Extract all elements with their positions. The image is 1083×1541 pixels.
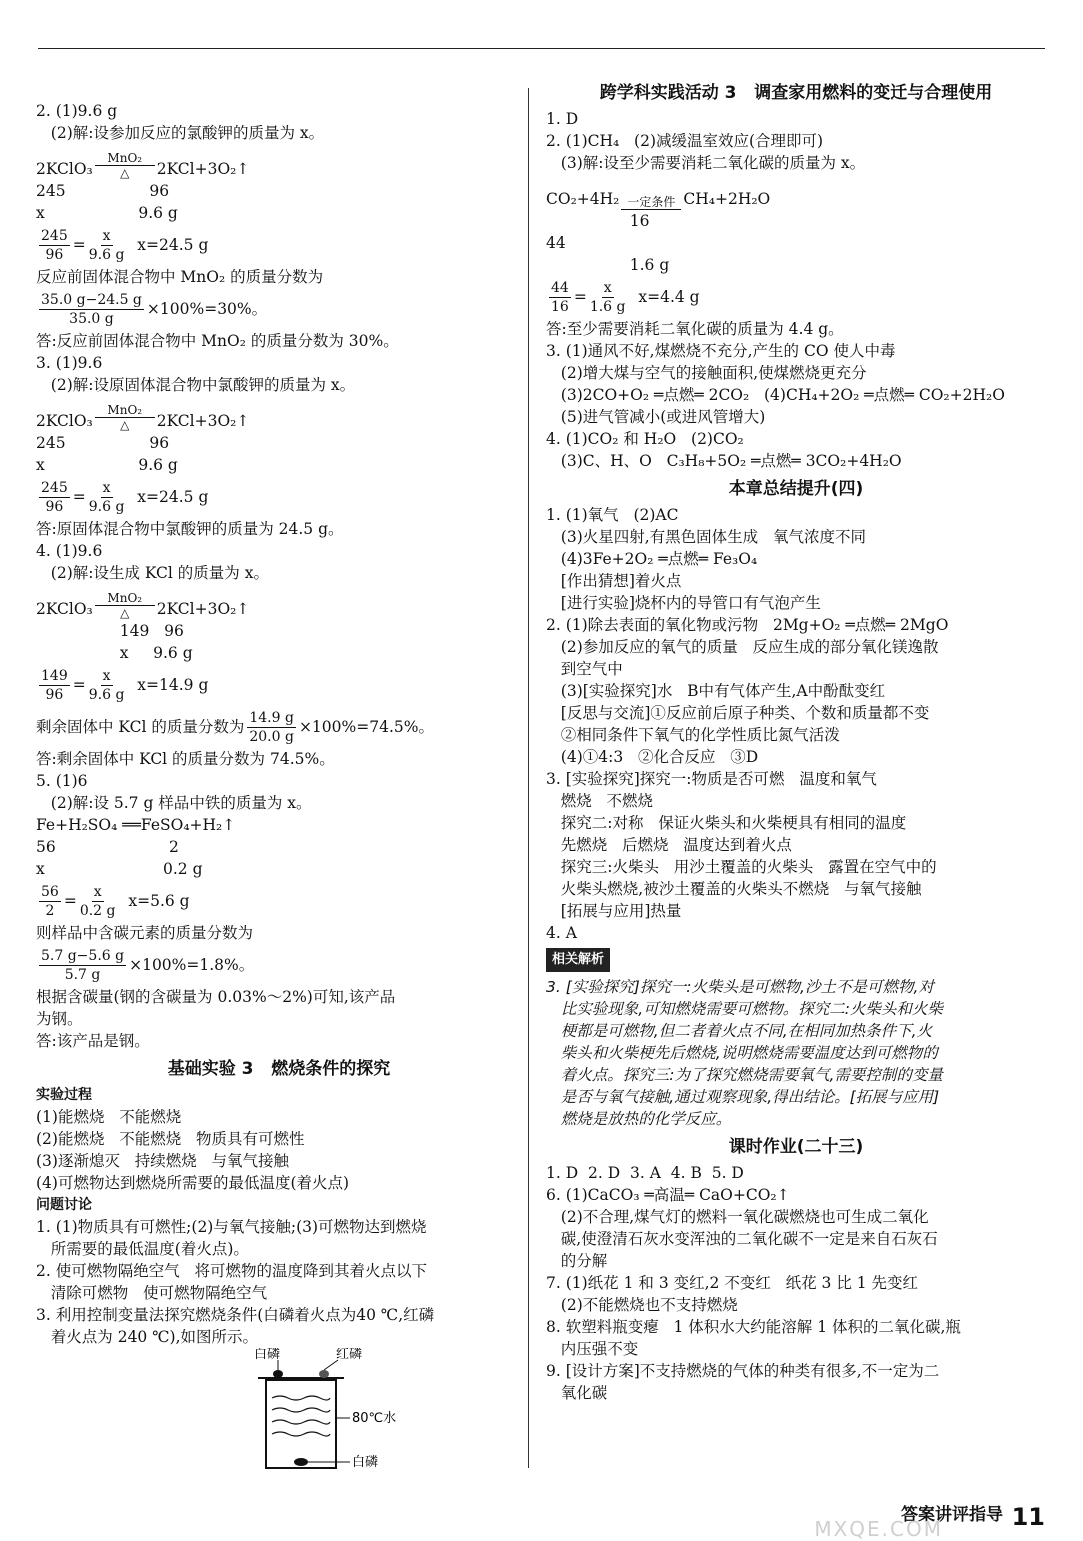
fraction: [39, 479, 70, 516]
text-line: 燃烧 不燃烧: [546, 792, 654, 810]
eq-condition: [621, 195, 681, 210]
result: ×100%=74.5%。: [298, 718, 434, 736]
numerator: x: [102, 227, 111, 244]
page-number: 11: [1011, 1503, 1045, 1531]
white-phosphorus-top: [273, 1370, 283, 1378]
cond-top: MnO₂: [107, 403, 143, 417]
text-line: x 9.6 g: [36, 456, 178, 474]
denominator: 9.6 g: [88, 498, 125, 515]
subheading-process: 实验过程: [36, 1087, 92, 1103]
text-line: (2)不合理,煤气灯的燃料一氧化碳燃烧也可生成二氧化: [546, 1208, 929, 1226]
numerator: 149: [41, 667, 68, 684]
eq-lhs: 2KClO₃: [36, 412, 93, 430]
equation: [36, 584, 522, 620]
text-line: 探究三:火柴头 用沙土覆盖的火柴头 露置在空气中的: [546, 858, 937, 876]
denominator: 35.0 g: [69, 310, 114, 327]
section-title: 本章总结提升(四): [728, 479, 864, 499]
eq-condition: [95, 591, 155, 620]
cond-top: MnO₂: [107, 151, 143, 165]
text-line: (3)[实验探究]水 B中有气体产生,A中酚酞变红: [546, 682, 886, 700]
result: ×100%=1.8%。: [129, 956, 255, 974]
text-line: 答:该产品是钢。: [36, 1032, 150, 1050]
fraction: [89, 227, 125, 264]
fraction: [590, 279, 626, 316]
text-line: 答:剩余固体中 KCl 的质量分数为 74.5%。: [36, 750, 335, 768]
text-line: 44: [546, 234, 566, 252]
text-line: 的分解: [546, 1252, 608, 1270]
handwritten-line: 燃烧是放热的化学反应。: [546, 1110, 732, 1128]
equation-line: (3)2CO+O₂ ═点燃═ 2CO₂ (4)CH₄+2O₂ ═点燃═ CO₂+2H₂O: [546, 386, 1005, 404]
numerator: 245: [41, 479, 68, 496]
text-line: 4. (1)CO₂ 和 H₂O (2)CO₂: [546, 430, 744, 448]
text-line: 为钢。: [36, 1010, 83, 1028]
label-hot-water: 80℃水: [352, 1411, 397, 1426]
section-title: 基础实验 3 燃烧条件的探究: [167, 1059, 391, 1079]
equation-line: 6. (1)CaCO₃ ═高温═ CaO+CO₂↑: [546, 1186, 790, 1204]
eq-condition: [95, 151, 155, 180]
text-line: 16: [546, 212, 650, 230]
denominator: 2: [45, 902, 55, 919]
result: x=24.5 g: [127, 488, 209, 506]
text-line: 2. (1)CH₄ (2)减缓温室效应(合理即可): [546, 132, 824, 150]
percentage: [36, 706, 522, 748]
percentage: [36, 288, 522, 330]
cond-top: MnO₂: [107, 591, 143, 605]
text-line: 56 2: [36, 838, 179, 856]
text-line: 反应前固体混合物中 MnO₂ 的质量分数为: [36, 268, 324, 286]
fraction: [39, 883, 61, 920]
text-line: 1.6 g: [546, 256, 670, 274]
text-line: 到空气中: [546, 660, 623, 678]
denominator: 96: [45, 246, 64, 263]
denominator: 96: [45, 686, 64, 703]
denominator: 96: [45, 498, 64, 515]
text-line: 答:至少需要消耗二氧化碳的质量为 4.4 g。: [546, 320, 844, 338]
column-divider: [528, 88, 529, 1468]
eq-rhs: 2KCl+3O₂↑: [156, 160, 250, 178]
numerator: 56: [41, 883, 59, 900]
cond-bottom: △: [120, 418, 130, 432]
text-line: (5)进气管减小(或进风管增大): [546, 408, 766, 426]
text-line: 245 96: [36, 182, 170, 200]
fraction: [247, 709, 296, 746]
text-line: 3. (1)通风不好,煤燃烧不充分,产生的 CO 使人中毒: [546, 342, 896, 360]
water-wave: [272, 1396, 330, 1400]
text-line: 内压强不变: [546, 1340, 639, 1358]
equation-line: (4)3Fe+2O₂ ═点燃═ Fe₃O₄: [546, 550, 758, 568]
equation: [546, 174, 1046, 210]
fraction: [80, 883, 116, 920]
text-line: 2. 使可燃物隔绝空气 将可燃物的温度降到其着火点以下: [36, 1262, 427, 1280]
text-line: x 9.6 g: [36, 644, 193, 662]
text-line: [进行实验]烧杯内的导管口有气泡产生: [546, 594, 821, 612]
label-white-phosphorus-bottom: 白磷: [352, 1455, 379, 1470]
text-line: x 0.2 g: [36, 860, 203, 878]
percentage: [36, 944, 522, 986]
text-line: 4. A: [546, 924, 577, 942]
text-line: (2)解:设生成 KCl 的质量为 x。: [36, 564, 269, 582]
text-line: (1)能燃烧 不能燃烧: [36, 1108, 182, 1126]
text-line: (4)可燃物达到燃烧所需要的最低温度(着火点): [36, 1174, 350, 1192]
text-line: (3)逐渐熄灭 持续燃烧 与氧气接触: [36, 1152, 290, 1170]
numerator: 35.0 g−24.5 g: [41, 291, 142, 308]
result: x=5.6 g: [118, 892, 190, 910]
proportion: $\frac{44}{16}$ = $\frac{x}{1.6 g}$ x=4.4 g: [551, 279, 700, 315]
fraction: [39, 947, 126, 984]
text-line: [拓展与应用]热量: [546, 902, 682, 920]
denominator: 20.0 g: [249, 728, 294, 745]
footer-label: 答案讲评指导: [901, 1505, 1003, 1525]
handwritten-line: 比实验现象,可知燃烧需要可燃物。探究二:火柴头和火柴: [546, 1000, 943, 1018]
eq-lhs: 2KClO₃: [36, 600, 93, 618]
text-line: 着火点为 240 ℃),如图所示。: [36, 1328, 259, 1346]
equation: [36, 144, 522, 180]
white-phosphorus-bottom: [294, 1458, 308, 1466]
text-line: 7. (1)纸花 1 和 3 变红,2 不变红 纸花 3 比 1 先变红: [546, 1274, 919, 1292]
eq-rhs: 2KCl+3O₂↑: [156, 412, 250, 430]
handwritten-line: 梗都是可燃物,但二者着火点不同,在相同加热条件下,火: [546, 1022, 933, 1040]
text-line: 4. (1)9.6: [36, 542, 103, 560]
text-line: (2)参加反应的氧气的质量 反应生成的部分氧化镁逸散: [546, 638, 939, 656]
related-analysis-label: 相关解析: [546, 948, 610, 972]
left-column: [36, 100, 522, 1478]
text-line: 3. 利用控制变量法探究燃烧条件(白磷着火点为40 ℃,红磷: [36, 1306, 435, 1324]
text-line: (2)能燃烧 不能燃烧 物质具有可燃性: [36, 1130, 305, 1148]
result: x=14.9 g: [127, 676, 209, 694]
fraction: [89, 667, 125, 704]
section-title: 跨学科实践活动 3 调查家用燃料的变迁与合理使用: [599, 83, 993, 103]
experiment-diagram: [226, 1348, 446, 1478]
handwritten-line: 3. [实验探究]探究一:火柴头是可燃物,沙土不是可燃物,对: [546, 978, 934, 996]
text-line: 答:反应前固体混合物中 MnO₂ 的质量分数为 30%。: [36, 332, 399, 350]
text-line: 2. (1)除去表面的氧化物或污物 2Mg+O₂ ═点燃═ 2MgO: [546, 616, 949, 634]
denominator: 16: [551, 298, 569, 315]
numerator: 245: [41, 227, 68, 244]
fraction: [89, 479, 125, 516]
text-line: 5. (1)6: [36, 772, 88, 790]
text-line: 8. 软塑料瓶变瘪 1 体积水大约能溶解 1 体积的二氧化碳,瓶: [546, 1318, 961, 1336]
watermark: MXQE.COM: [814, 1517, 943, 1541]
beaker-illustration: [226, 1348, 446, 1478]
fraction: [39, 667, 70, 704]
text-line: 根据含碳量(钢的含碳量为 0.03%～2%)可知,该产品: [36, 988, 396, 1006]
text-line: (2)不能燃烧也不支持燃烧: [546, 1296, 738, 1314]
text-line: 火柴头燃烧,被沙土覆盖的火柴头不燃烧 与氧气接触: [546, 880, 922, 898]
text-line: [反思与交流]①反应前后原子种类、个数和质量都不变: [546, 704, 930, 722]
water-wave: [272, 1420, 330, 1424]
text-line: 1. D 2. D 3. A 4. B 5. D: [546, 1164, 744, 1182]
eq-rhs: CH₄+2H₂O: [683, 190, 771, 208]
denominator: 1.6 g: [589, 298, 626, 315]
text-line: 则样品中含碳元素的质量分数为: [36, 924, 254, 942]
numerator: x: [603, 279, 612, 296]
text-line: (2)解:设原固体混合物中氯酸钾的质量为 x。: [36, 376, 356, 394]
eq-lhs: CO₂+4H₂: [546, 190, 620, 208]
cond-bottom: △: [120, 166, 130, 180]
text-line: 答:原固体混合物中氯酸钾的质量为 24.5 g。: [36, 520, 344, 538]
text-line: (4)①4:3 ②化合反应 ③D: [546, 748, 759, 766]
handwritten-line: 柴头和火柴梗先后燃烧,说明燃烧需要温度达到可燃物的: [546, 1044, 938, 1062]
red-phosphorus: [319, 1370, 329, 1378]
text-line: 碳,使澄清石灰水变浑浊的二氧化碳不一定是来自石灰石: [546, 1230, 938, 1248]
subheading-discussion: 问题讨论: [36, 1197, 92, 1213]
eq-condition: [95, 403, 155, 432]
denominator: 9.6 g: [88, 686, 125, 703]
text-line: (2)解:设参加反应的氯酸钾的质量为 x。: [36, 124, 325, 142]
text-line: 1. D: [546, 110, 579, 128]
label-red-phosphorus: 红磷: [336, 1348, 363, 1362]
proportion: $\frac{56}{2}$ = $\frac{x}{0.2 g}$ x=5.6 g: [41, 883, 190, 919]
text-line: ②相同条件下氧气的化学性质比氮气活泼: [546, 726, 840, 744]
text-line: x 9.6 g: [36, 204, 178, 222]
text-line: (3)火星四射,有黑色固体生成 氧气浓度不同: [546, 528, 866, 546]
section-title: 课时作业(二十三): [728, 1137, 864, 1157]
equation-line: (3)C、H、O C₃H₈+5O₂ ═点燃═ 3CO₂+4H₂O: [546, 452, 902, 470]
proportion: $\frac{245}{96}$ = $\frac{x}{9.6 g}$ x=24.5 g: [41, 227, 209, 263]
eq-rhs: 2KCl+3O₂↑: [156, 600, 250, 618]
numerator: x: [102, 479, 111, 496]
fraction: [39, 291, 144, 328]
fraction: [549, 279, 571, 316]
proportion: $\frac{149}{96}$ = $\frac{x}{9.6 g}$ x=14.9 g: [41, 667, 209, 703]
text-line: 9. [设计方案]不支持燃烧的气体的种类有很多,不一定为二: [546, 1362, 940, 1380]
text-line: 先燃烧 后燃烧 温度达到着火点: [546, 836, 792, 854]
numerator: 14.9 g: [249, 709, 294, 726]
result: x=4.4 g: [628, 288, 700, 306]
text-line: [作出猜想]着火点: [546, 572, 682, 590]
prefix: 剩余固体中 KCl 的质量分数为: [36, 718, 245, 736]
text-line: 149 96: [36, 622, 184, 640]
text-line: 3. (1)9.6: [36, 354, 103, 372]
fraction: [39, 227, 70, 264]
right-column: [546, 76, 1046, 1404]
water-wave: [272, 1432, 330, 1436]
text-line: 清除可燃物 使可燃物隔绝空气: [36, 1284, 268, 1302]
water-wave: [272, 1408, 330, 1412]
numerator: 5.7 g−5.6 g: [41, 947, 125, 964]
text-line: (2)增大煤与空气的接触面积,使煤燃烧更充分: [546, 364, 867, 382]
text-line: 3. [实验探究]探究一:物质是否可燃 温度和氧气: [546, 770, 877, 788]
equation: [36, 396, 522, 432]
text-line: (2)解:设 5.7 g 样品中铁的质量为 x。: [36, 794, 312, 812]
handwritten-line: 着火点。探究三:为了探究燃烧需要氧气,需要控制的变量: [546, 1066, 943, 1084]
text-line: 1. (1)氧气 (2)AC: [546, 506, 679, 524]
eq-lhs: 2KClO₃: [36, 160, 93, 178]
top-rule: [38, 48, 1045, 49]
text-line: 2. (1)9.6 g: [36, 102, 118, 120]
cond-bottom: △: [120, 606, 130, 620]
result: ×100%=30%。: [146, 300, 268, 318]
text-line: (3)解:设至少需要消耗二氧化碳的质量为 x。: [546, 154, 866, 172]
proportion: $\frac{245}{96}$ = $\frac{x}{9.6 g}$ x=24.5 g: [41, 479, 209, 515]
result: x=24.5 g: [127, 236, 209, 254]
numerator: x: [102, 667, 111, 684]
text-line: 1. (1)物质具有可燃性;(2)与氧气接触;(3)可燃物达到燃烧: [36, 1218, 427, 1236]
numerator: 44: [551, 279, 569, 296]
text-line: 所需要的最低温度(着火点)。: [36, 1240, 249, 1258]
text-line: 探究二:对称 保证火柴头和火柴梗具有相同的温度: [546, 814, 907, 832]
denominator: 0.2 g: [79, 902, 116, 919]
denominator: 5.7 g: [64, 966, 101, 983]
cond-top: 一定条件: [627, 195, 676, 209]
numerator: x: [93, 883, 102, 900]
label-white-phosphorus-top: 白磷: [254, 1348, 281, 1362]
text-line: 氧化碳: [546, 1384, 608, 1402]
denominator: 9.6 g: [88, 246, 125, 263]
handwritten-line: 是否与氧气接触,通过观察现象,得出结论。[拓展与应用]: [546, 1088, 940, 1106]
text-line: 245 96: [36, 434, 170, 452]
text-line: Fe+H₂SO₄ ══FeSO₄+H₂↑: [36, 816, 236, 834]
